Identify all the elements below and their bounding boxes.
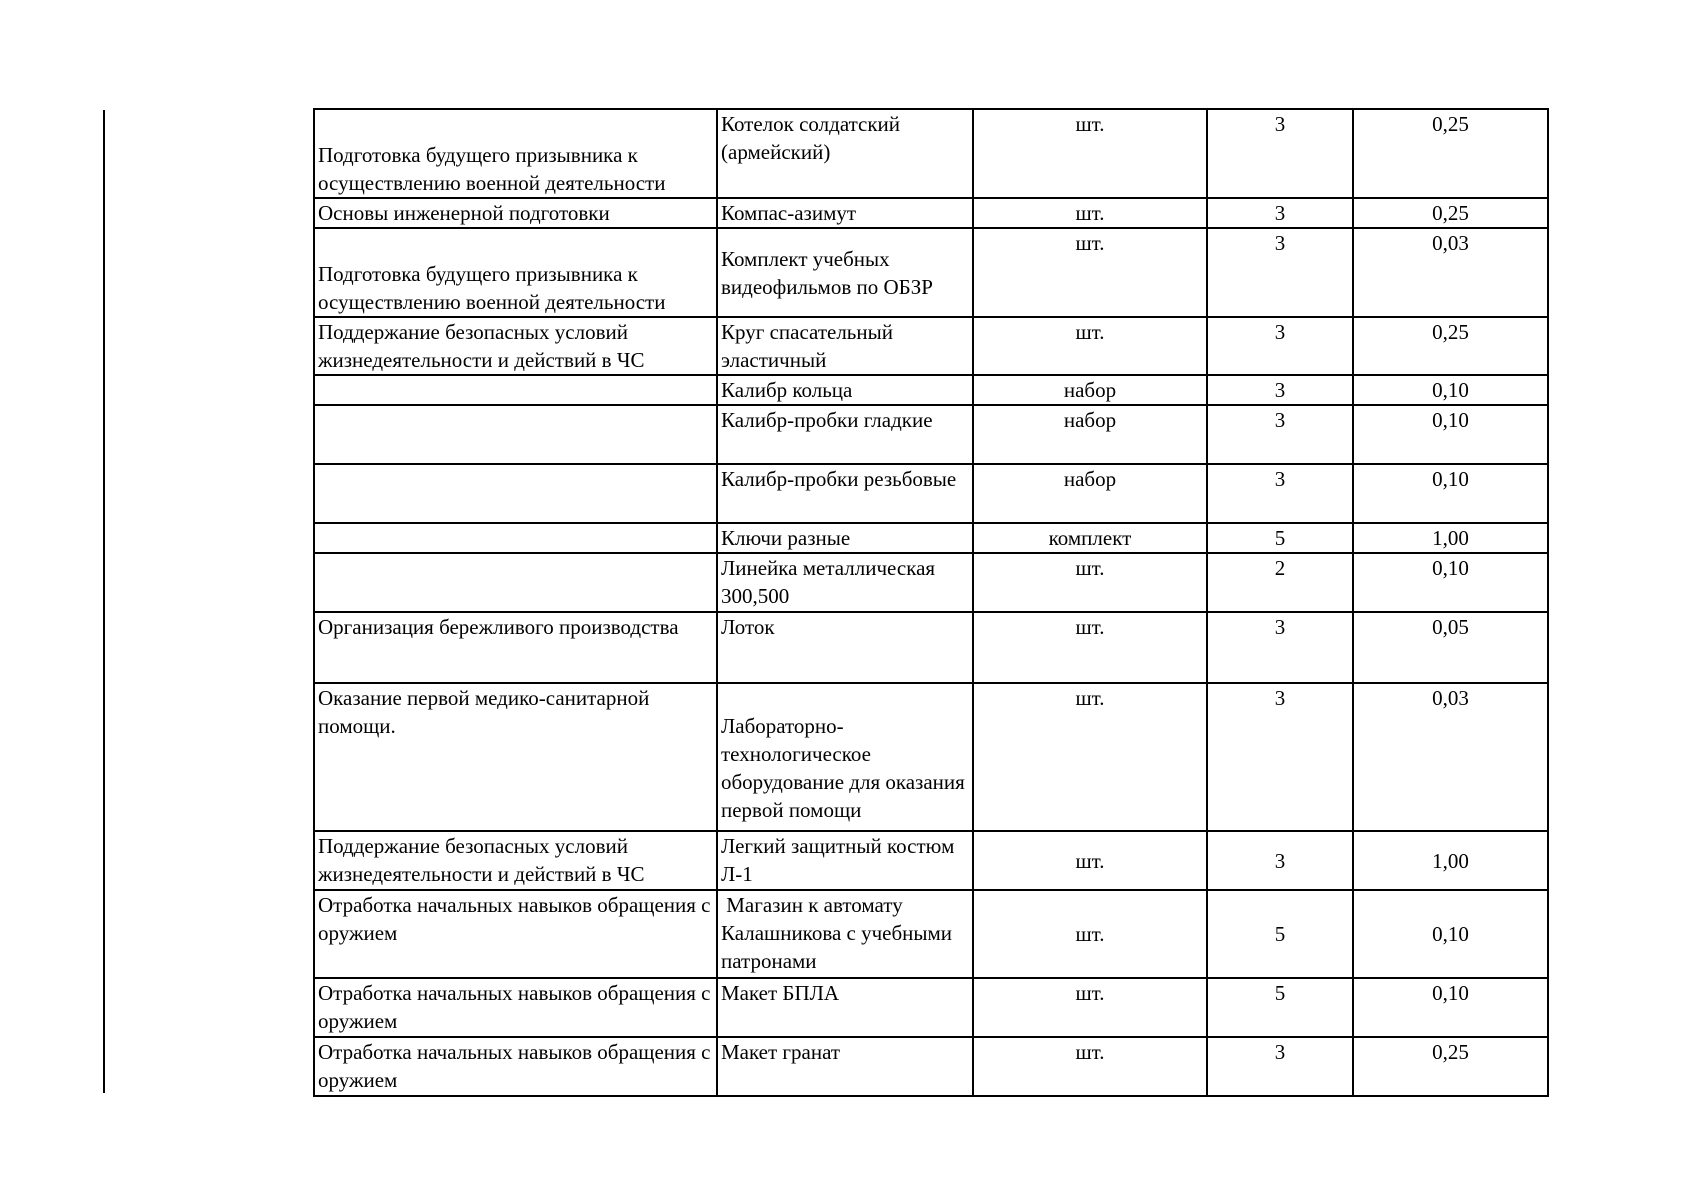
table-row	[314, 198, 1548, 228]
qty-cell: 3	[1207, 405, 1353, 464]
table-row	[314, 612, 1548, 683]
qty-cell: 2	[1207, 553, 1353, 612]
item-cell: Калибр-пробки резьбовые	[717, 464, 973, 523]
item-cell: Легкий защитный костюм Л-1	[717, 831, 973, 890]
norm-cell: 0,10	[1353, 464, 1548, 523]
unit-cell: шт.	[973, 228, 1207, 317]
page-margin-line	[103, 110, 105, 1093]
qty-cell: 3	[1207, 683, 1353, 831]
qty-cell: 3	[1207, 375, 1353, 405]
section-cell: Отработка начальных навыков обращения с оружием	[314, 978, 717, 1037]
norm-cell: 0,10	[1353, 553, 1548, 612]
unit-cell: шт.	[973, 1037, 1207, 1096]
qty-cell: 3	[1207, 464, 1353, 523]
qty-cell: 3	[1207, 831, 1353, 890]
norm-cell: 0,25	[1353, 1037, 1548, 1096]
unit-cell: шт.	[973, 978, 1207, 1037]
table-row	[314, 317, 1548, 375]
item-cell: Линейка металлическая 300,500	[717, 553, 973, 612]
unit-cell: шт.	[973, 683, 1207, 831]
table-row	[314, 523, 1548, 553]
item-cell: Макет БПЛА	[717, 978, 973, 1037]
unit-cell: набор	[973, 464, 1207, 523]
item-cell: Калибр-пробки гладкие	[717, 405, 973, 464]
item-cell: Магазин к автомату Калашникова с учебными патронами	[717, 890, 973, 978]
item-cell: Круг спасательный эластичный	[717, 317, 973, 375]
item-cell: Ключи разные	[717, 523, 973, 553]
table-row	[314, 978, 1548, 1037]
table-row	[314, 375, 1548, 405]
section-cell: Поддержание безопасных условий жизнедеятельности и действий в ЧС	[314, 831, 717, 890]
norm-cell: 0,10	[1353, 405, 1548, 464]
qty-cell: 3	[1207, 317, 1353, 375]
table-row	[314, 1037, 1548, 1096]
item-cell: Котелок солдатский (армейский)	[717, 109, 973, 198]
unit-cell: набор	[973, 405, 1207, 464]
item-cell: Комплект учебных видеофильмов по ОБЗР	[717, 228, 973, 317]
table-row	[314, 683, 1548, 831]
qty-cell: 5	[1207, 523, 1353, 553]
qty-cell: 5	[1207, 890, 1353, 978]
unit-cell: шт.	[973, 612, 1207, 683]
unit-cell: шт.	[973, 317, 1207, 375]
norm-cell: 0,03	[1353, 683, 1548, 831]
qty-cell: 3	[1207, 198, 1353, 228]
unit-cell: шт.	[973, 109, 1207, 198]
norm-cell: 1,00	[1353, 831, 1548, 890]
section-cell: Основы инженерной подготовки	[314, 198, 717, 228]
section-cell: Отработка начальных навыков обращения с оружием	[314, 1037, 717, 1096]
item-cell: Калибр кольца	[717, 375, 973, 405]
norm-cell: 0,10	[1353, 890, 1548, 978]
section-cell: Отработка начальных навыков обращения с оружием	[314, 890, 717, 978]
qty-cell: 3	[1207, 109, 1353, 198]
table-row	[314, 464, 1548, 523]
table-row	[314, 553, 1548, 612]
section-cell	[314, 375, 717, 405]
qty-cell: 3	[1207, 612, 1353, 683]
section-cell: Поддержание безопасных условий жизнедеятельности и действий в ЧС	[314, 317, 717, 375]
norm-cell: 1,00	[1353, 523, 1548, 553]
unit-cell: шт.	[973, 553, 1207, 612]
unit-cell: шт.	[973, 890, 1207, 978]
unit-cell: комплект	[973, 523, 1207, 553]
norm-cell: 0,05	[1353, 612, 1548, 683]
table-row	[314, 890, 1548, 978]
unit-cell: набор	[973, 375, 1207, 405]
item-cell: Лоток	[717, 612, 973, 683]
table-row	[314, 405, 1548, 464]
table-row	[314, 228, 1548, 317]
qty-cell: 3	[1207, 228, 1353, 317]
section-cell	[314, 405, 717, 464]
section-cell: Оказание первой медико-санитарной помощи.	[314, 683, 717, 831]
norm-cell: 0,10	[1353, 978, 1548, 1037]
section-cell	[314, 553, 717, 612]
norm-cell: 0,25	[1353, 198, 1548, 228]
section-cell: Подготовка будущего призывника к осуществлению военной деятельности	[314, 109, 717, 198]
unit-cell: шт.	[973, 198, 1207, 228]
section-cell	[314, 523, 717, 553]
item-cell: Макет гранат	[717, 1037, 973, 1096]
norm-cell: 0,03	[1353, 228, 1548, 317]
item-cell: Лабораторно-технологическое оборудование для оказания первой помощи	[717, 683, 973, 831]
norm-cell: 0,25	[1353, 109, 1548, 198]
section-cell: Организация бережливого производства	[314, 612, 717, 683]
norm-cell: 0,25	[1353, 317, 1548, 375]
item-cell: Компас-азимут	[717, 198, 973, 228]
qty-cell: 5	[1207, 978, 1353, 1037]
unit-cell: шт.	[973, 831, 1207, 890]
table-row	[314, 831, 1548, 890]
section-cell	[314, 464, 717, 523]
section-cell: Подготовка будущего призывника к осуществлению военной деятельности	[314, 228, 717, 317]
qty-cell: 3	[1207, 1037, 1353, 1096]
table-row	[314, 109, 1548, 198]
equipment-table	[313, 108, 1549, 1097]
norm-cell: 0,10	[1353, 375, 1548, 405]
